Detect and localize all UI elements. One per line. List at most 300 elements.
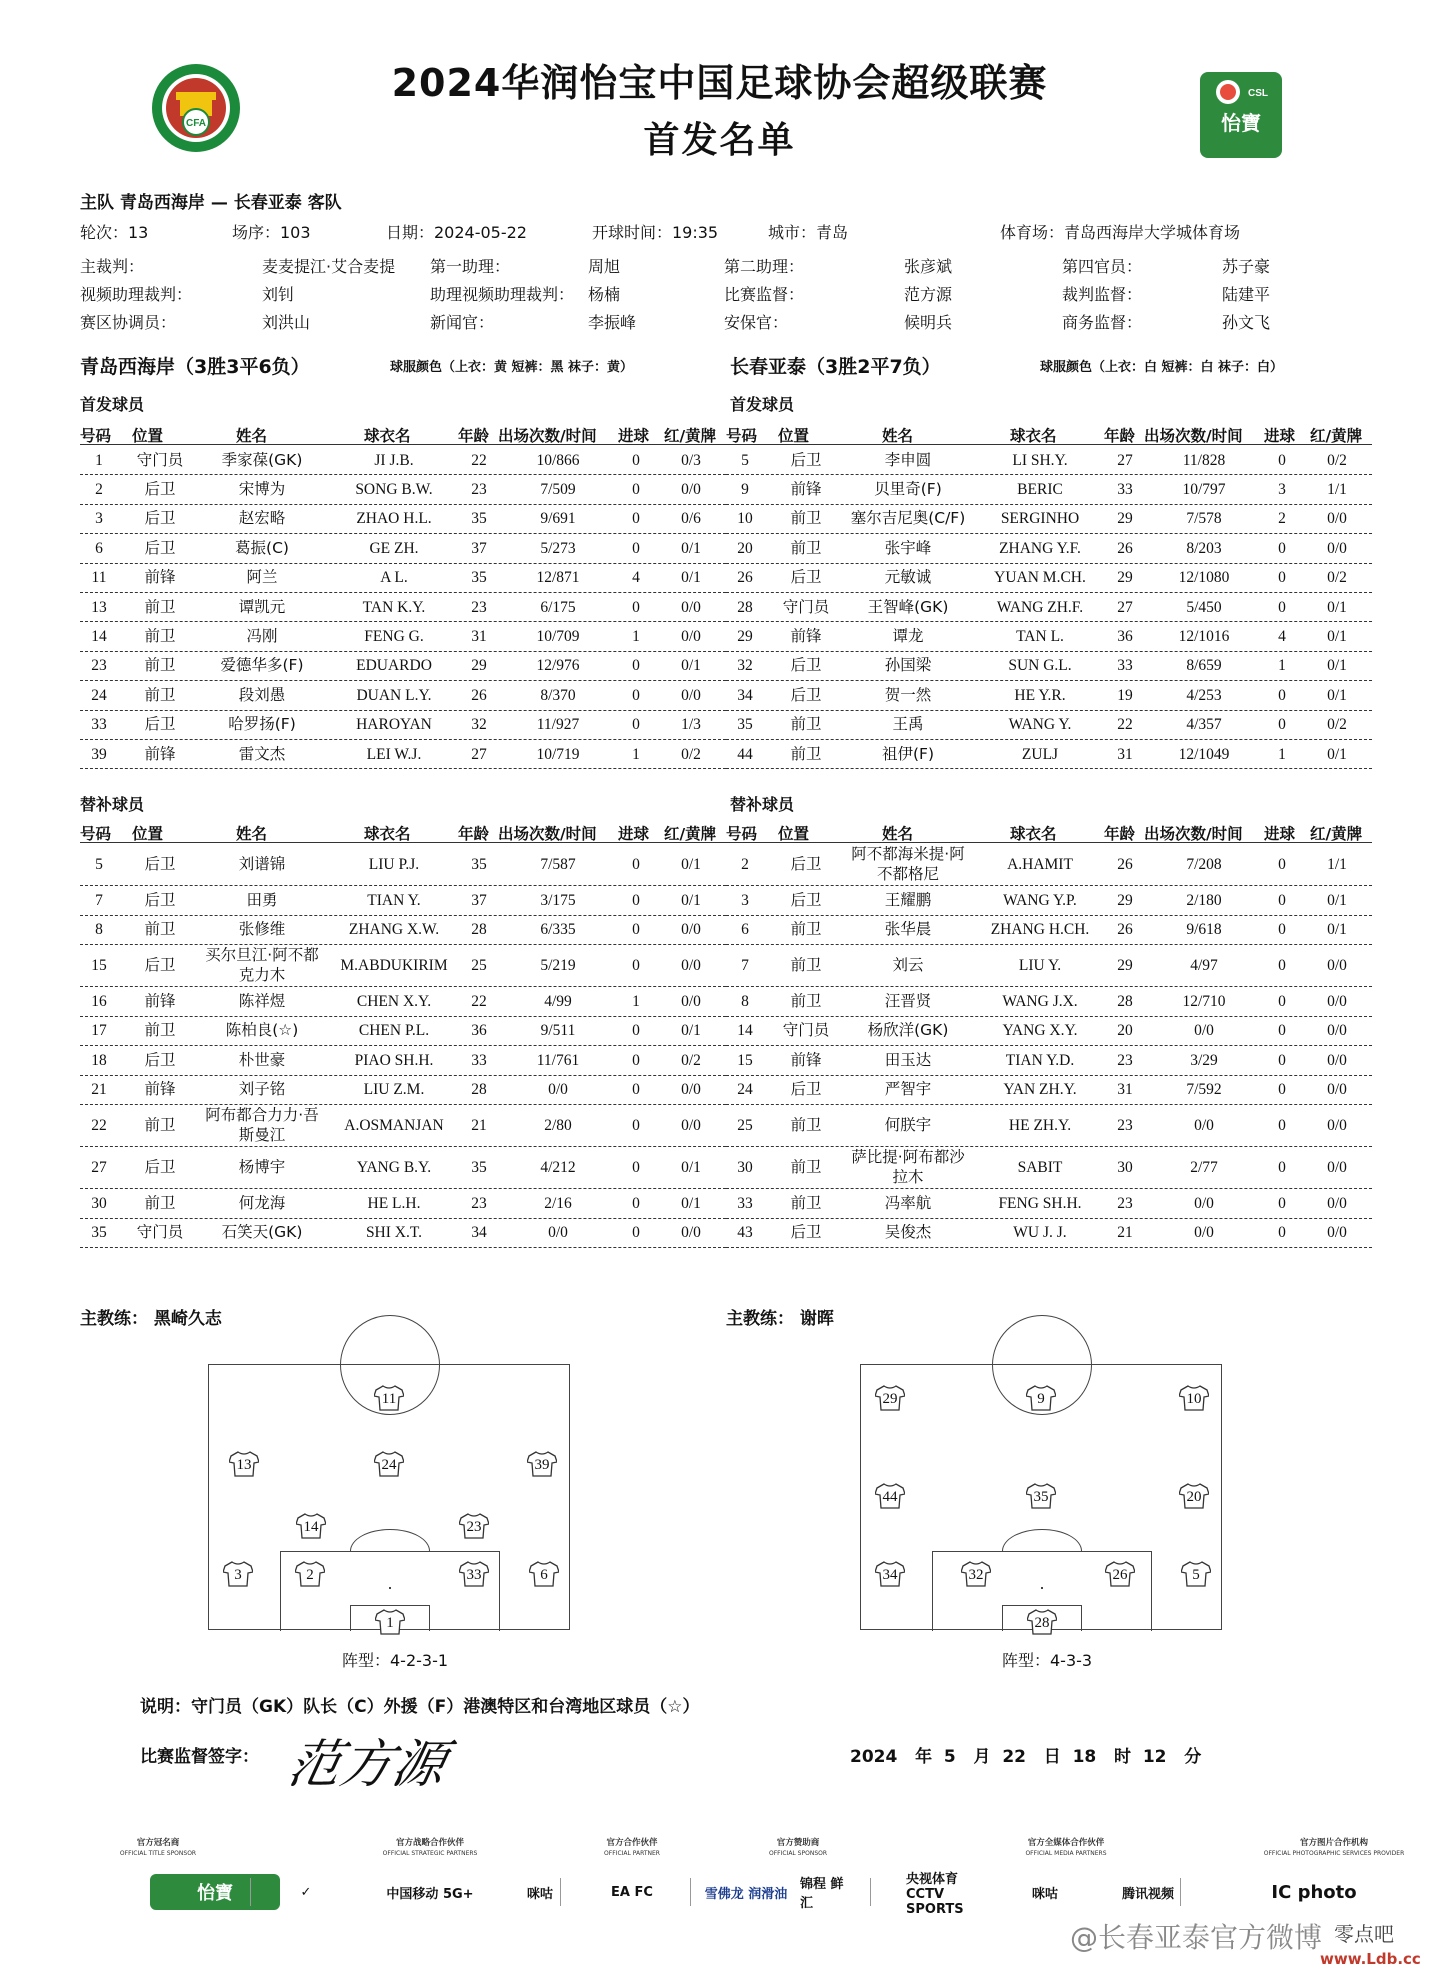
table-cell: 0/0 <box>1327 1022 1347 1040</box>
table-cell: 11 <box>91 569 107 587</box>
table-cell: 0/1 <box>681 855 701 873</box>
table-cell: 31 <box>1117 1081 1133 1099</box>
table-cell: TIAN Y.D. <box>1005 1051 1075 1069</box>
table-cell: 33 <box>737 1194 753 1212</box>
table-cell: 33 <box>1117 657 1133 675</box>
table-cell: ZHANG H.CH. <box>990 921 1090 939</box>
table-cell: 0/0 <box>681 686 701 704</box>
table-cell: 宋博为 <box>238 479 286 498</box>
table-cell: 前卫 <box>790 715 822 734</box>
table-cell: 27 <box>1117 598 1133 616</box>
official-role: 视频助理裁判： <box>80 285 193 304</box>
table-cell: 0 <box>1278 855 1286 873</box>
sponsor-category: 官方合作伙伴 <box>606 1838 658 1848</box>
column-header: 姓名 <box>882 825 914 843</box>
table-cell: 7/578 <box>1186 510 1222 528</box>
table-cell: 32 <box>737 657 753 675</box>
away-team-name: 长春亚泰（3胜2平7负） <box>730 356 941 378</box>
table-cell: 王智峰(GK) <box>867 597 949 616</box>
table-cell: 杨欣洋(GK) <box>867 1021 949 1040</box>
table-cell: 季家葆(GK) <box>221 450 303 469</box>
away-formation-pitch <box>860 1364 1222 1630</box>
away-kit-colors: 球服颜色（上衣：白 短裤：白 袜子：白） <box>1040 360 1284 375</box>
player-shirt-icon <box>459 1561 489 1587</box>
url-watermark: www.Ldb.cc <box>1320 1950 1421 1968</box>
shirt-number: 29 <box>882 1391 898 1407</box>
table-cell: 0 <box>1278 716 1286 734</box>
stadium: 体育场：青岛西海岸大学城体育场 <box>1000 223 1241 242</box>
table-cell: 杨博宇 <box>238 1157 286 1176</box>
table-cell: 刘云 <box>892 955 924 974</box>
table-row <box>80 987 726 1017</box>
table-cell: 25 <box>471 956 487 974</box>
table-cell: 0/0 <box>681 1081 701 1099</box>
table-row <box>80 1076 726 1106</box>
table-cell: A.HAMIT <box>1007 855 1073 873</box>
table-cell: 前锋 <box>144 1080 176 1099</box>
table-cell: 后卫 <box>790 656 822 675</box>
table-row <box>80 711 726 740</box>
official-role: 主裁判： <box>80 257 145 276</box>
column-header: 号码 <box>726 825 758 843</box>
official-role: 赛区协调员： <box>80 313 177 332</box>
official-role: 安保官： <box>724 313 789 332</box>
table-cell: 35 <box>91 1224 107 1242</box>
table-cell: 30 <box>737 1158 753 1176</box>
table-cell: 陈柏良(☆) <box>225 1021 299 1040</box>
table-cell: 1 <box>95 451 103 469</box>
official-role: 助理视频助理裁判： <box>430 285 575 304</box>
official-name: 苏子豪 <box>1222 257 1271 276</box>
official-role: 比赛监督： <box>724 285 805 304</box>
table-cell: YAN ZH.Y. <box>1003 1081 1077 1099</box>
table-cell: 12/710 <box>1182 992 1226 1010</box>
table-cell: 1/1 <box>1327 855 1347 873</box>
shirt-number: 28 <box>1034 1615 1050 1631</box>
table-cell: 12/1080 <box>1178 569 1230 587</box>
cfa-logo-text: CFA <box>186 118 206 129</box>
table-cell: 22 <box>1117 716 1133 734</box>
table-cell: 前卫 <box>790 1193 822 1212</box>
table-cell: 4/357 <box>1186 716 1222 734</box>
shirt-number: 13 <box>236 1457 252 1473</box>
table-cell: 5/450 <box>1186 598 1222 616</box>
column-header: 出场次数/时间 <box>498 427 597 445</box>
table-cell: 0/2 <box>681 745 701 763</box>
table-cell: 0/1 <box>1327 657 1347 675</box>
column-header: 号码 <box>80 825 112 843</box>
table-cell: 7/208 <box>1186 855 1222 873</box>
shirt-number: 33 <box>466 1567 482 1583</box>
table-cell: 20 <box>1117 1022 1133 1040</box>
table-cell: 0/6 <box>681 510 701 528</box>
shirt-number: 39 <box>534 1457 550 1473</box>
table-row <box>80 505 726 534</box>
table-cell: 4/97 <box>1190 956 1218 974</box>
home-formation: 阵型：4-2-3-1 <box>342 1651 449 1670</box>
column-header: 年龄 <box>1104 825 1136 843</box>
table-cell: HAROYAN <box>356 716 432 734</box>
table-cell: LIU P.J. <box>368 855 420 873</box>
table-cell: 0 <box>632 1116 640 1134</box>
table-cell: A L. <box>380 569 408 587</box>
table-cell: 35 <box>471 510 487 528</box>
table-cell: 后卫 <box>144 479 176 498</box>
header-rule <box>726 444 1372 445</box>
table-cell: 田勇 <box>246 890 278 909</box>
table-cell: 4/212 <box>540 1158 576 1176</box>
table-row <box>726 1189 1372 1219</box>
supervisor-signature: 范方源 <box>282 1735 452 1795</box>
shirt-number: 26 <box>1112 1567 1128 1583</box>
table-cell: 31 <box>471 627 487 645</box>
table-cell: 6/335 <box>540 921 576 939</box>
table-cell: 0/0 <box>1327 992 1347 1010</box>
match-number: 场序：103 <box>232 223 311 242</box>
table-cell: LIU Z.M. <box>363 1081 425 1099</box>
table-cell: 25 <box>737 1116 753 1134</box>
home-subs-label: 替补球员 <box>80 795 145 814</box>
table-cell: 4/99 <box>544 992 572 1010</box>
table-cell: YANG X.Y. <box>1002 1022 1078 1040</box>
table-cell: 0/2 <box>1327 451 1347 469</box>
table-row <box>80 534 726 563</box>
table-cell: 吴俊杰 <box>884 1223 932 1242</box>
table-cell: 0 <box>632 657 640 675</box>
table-cell: 冯率航 <box>884 1193 932 1212</box>
official-name: 陆建平 <box>1222 285 1271 304</box>
table-cell: 0 <box>1278 1194 1286 1212</box>
player-shirt-icon <box>1026 1385 1056 1411</box>
table-cell: 前卫 <box>790 538 822 557</box>
table-cell: 23 <box>91 657 107 675</box>
table-cell: 谭凯元 <box>238 597 286 616</box>
table-cell: 0 <box>1278 1081 1286 1099</box>
table-cell: 39 <box>91 745 107 763</box>
shirt-number: 2 <box>306 1567 314 1583</box>
shirt-number: 5 <box>1192 1567 1200 1583</box>
table-cell: 0 <box>632 855 640 873</box>
table-cell: 8/659 <box>1186 657 1222 675</box>
column-header: 红/黄牌 <box>1310 825 1363 843</box>
table-cell: M.ABDUKIRIM <box>340 956 448 974</box>
sponsor-category-en: OFFICIAL TITLE SPONSOR <box>119 1850 197 1857</box>
table-cell: BERIC <box>1017 480 1063 498</box>
table-cell: 7 <box>741 956 749 974</box>
table-row <box>726 593 1372 622</box>
sponsor-logo: 咪咕 <box>1031 1886 1058 1902</box>
table-row <box>80 916 726 946</box>
table-cell: 12/1049 <box>1178 745 1230 763</box>
kickoff-time: 开球时间：19:35 <box>592 223 719 242</box>
table-cell: 18 <box>91 1051 107 1069</box>
table-cell: 43 <box>737 1224 753 1242</box>
table-cell: 0 <box>632 510 640 528</box>
sponsor-logo: 锦程 鲜汇 <box>800 1877 844 1911</box>
table-cell: HE ZH.Y. <box>1008 1116 1072 1134</box>
table-cell: 0 <box>1278 1051 1286 1069</box>
shirt-number: 34 <box>882 1567 898 1583</box>
table-cell: 22 <box>471 451 487 469</box>
table-row <box>80 945 726 987</box>
table-cell: 9/691 <box>540 510 576 528</box>
table-cell: ZULJ <box>1021 745 1059 763</box>
table-row <box>80 1017 726 1047</box>
table-row <box>726 916 1372 946</box>
column-header: 红/黄牌 <box>1310 427 1363 445</box>
table-cell: 0 <box>1278 451 1286 469</box>
table-cell: 张宇峰 <box>884 538 932 557</box>
official-role: 商务监督： <box>1062 313 1143 332</box>
away-subs-label: 替补球员 <box>730 795 795 814</box>
table-cell: 0 <box>1278 891 1286 909</box>
table-cell: 2/16 <box>544 1194 572 1212</box>
table-row <box>80 1189 726 1219</box>
table-cell: 爱德华多(F) <box>220 656 304 675</box>
table-row <box>80 740 726 769</box>
table-cell: 21 <box>471 1116 487 1134</box>
column-header: 进球 <box>618 427 650 445</box>
table-cell: WANG ZH.F. <box>996 598 1084 616</box>
table-cell: 0/2 <box>1327 716 1347 734</box>
table-cell: 33 <box>471 1051 487 1069</box>
shirt-number: 11 <box>381 1391 397 1407</box>
round: 轮次：13 <box>80 223 149 242</box>
table-cell: 段刘愚 <box>238 685 286 704</box>
table-row <box>726 681 1372 710</box>
player-shirt-icon <box>374 1385 404 1411</box>
official-name: 麦麦提江·艾合麦提 <box>262 257 396 276</box>
shirt-number: 44 <box>882 1489 898 1505</box>
shirt-number: 24 <box>381 1457 397 1473</box>
table-cell: 22 <box>471 992 487 1010</box>
table-row <box>726 446 1372 475</box>
table-cell: 13 <box>91 598 107 616</box>
table-cell: 0/2 <box>1327 569 1347 587</box>
table-cell: 严智宇 <box>884 1080 932 1099</box>
sponsor-category: 官方图片合作机构 <box>1299 1838 1368 1848</box>
sponsor-category-en: OFFICIAL PHOTOGRAPHIC SERVICES PROVIDER <box>1263 1850 1405 1857</box>
table-cell: 23 <box>471 598 487 616</box>
sponsor-category: 官方全媒体合作伙伴 <box>1027 1838 1105 1848</box>
sponsor-logo: 中国移动 5G+ <box>386 1886 474 1902</box>
sponsor-category-en: OFFICIAL PARTNER <box>604 1850 660 1857</box>
home-coach: 主教练： 黑崎久志 <box>80 1309 222 1329</box>
document-title: 2024华润怡宝中国足球协会超级联赛 <box>391 61 1048 105</box>
table-cell: 16 <box>91 992 107 1010</box>
table-cell: 0/1 <box>681 657 701 675</box>
penalty-spot <box>389 1587 391 1589</box>
table-cell: 3 <box>95 510 103 528</box>
sponsor-category-en: OFFICIAL SPONSOR <box>768 1850 828 1857</box>
table-cell: 0/0 <box>1327 1116 1347 1134</box>
table-cell: 28 <box>737 598 753 616</box>
table-cell: 1 <box>1278 745 1286 763</box>
table-cell: 3 <box>1278 480 1286 498</box>
player-shirt-icon <box>296 1513 326 1539</box>
table-cell: 后卫 <box>790 1223 822 1242</box>
table-cell: 朴世豪 <box>238 1050 286 1069</box>
table-cell: 7/592 <box>1186 1081 1222 1099</box>
table-cell: 前卫 <box>790 920 822 939</box>
table-cell: 汪晋贤 <box>884 991 932 1010</box>
table-cell: 29 <box>1117 510 1133 528</box>
table-cell: 1 <box>632 627 640 645</box>
table-cell: 22 <box>91 1116 107 1134</box>
player-shirt-icon <box>1105 1561 1135 1587</box>
column-header: 出场次数/时间 <box>1144 825 1243 843</box>
table-cell: 35 <box>471 569 487 587</box>
column-header: 球衣名 <box>1010 825 1057 843</box>
table-cell: 3 <box>741 891 749 909</box>
table-cell: 5/273 <box>540 539 576 557</box>
table-cell: GE ZH. <box>369 539 419 557</box>
sponsor-logo: 雪佛龙 润滑油 <box>704 1886 788 1902</box>
table-cell: 29 <box>1117 956 1133 974</box>
city: 城市：青岛 <box>768 223 849 242</box>
sponsor-logo: ✓ <box>300 1884 312 1900</box>
table-cell: 8/370 <box>540 686 576 704</box>
table-cell: 35 <box>471 1158 487 1176</box>
shirt-number: 32 <box>968 1567 984 1583</box>
table-cell: 0 <box>1278 1022 1286 1040</box>
table-row <box>726 740 1372 769</box>
table-cell: 9/618 <box>1186 921 1222 939</box>
table-cell: 4 <box>632 569 640 587</box>
player-shirt-icon <box>459 1513 489 1539</box>
table-cell: 3/29 <box>1190 1051 1218 1069</box>
table-cell: 0 <box>632 686 640 704</box>
table-cell: SHI X.T. <box>365 1224 423 1242</box>
column-header: 号码 <box>726 427 758 445</box>
table-cell: 0/0 <box>1194 1022 1214 1040</box>
table-row <box>80 886 726 916</box>
home-starters-label: 首发球员 <box>80 395 145 414</box>
shirt-number: 9 <box>1037 1391 1045 1407</box>
table-row <box>726 1219 1372 1249</box>
table-cell: SUN G.L. <box>1008 657 1072 675</box>
table-cell: 祖伊(F) <box>881 744 934 763</box>
table-cell: 27 <box>471 745 487 763</box>
table-cell: 0 <box>632 891 640 909</box>
table-cell: 2 <box>741 855 749 873</box>
table-row <box>726 652 1372 681</box>
table-cell: 23 <box>1117 1051 1133 1069</box>
table-cell: 谭龙 <box>892 626 924 645</box>
table-cell: 6 <box>95 539 103 557</box>
player-shirt-icon <box>374 1451 404 1477</box>
table-cell: 24 <box>737 1081 753 1099</box>
table-cell: WANG Y. <box>1008 716 1072 734</box>
table-cell: 前锋 <box>144 744 176 763</box>
shirt-number: 20 <box>1186 1489 1202 1505</box>
table-row <box>80 564 726 593</box>
table-cell: 田玉达 <box>884 1050 932 1069</box>
table-cell: SERGINHO <box>1000 510 1080 528</box>
table-cell: 守门员 <box>136 1223 184 1242</box>
table-cell: 前锋 <box>790 1050 822 1069</box>
player-shirt-icon <box>527 1451 557 1477</box>
home-team-name: 青岛西海岸（3胜3平6负） <box>80 356 310 378</box>
table-cell: 后卫 <box>144 1050 176 1069</box>
table-cell: 28 <box>1117 992 1133 1010</box>
table-cell: 冯刚 <box>246 626 278 645</box>
column-header: 位置 <box>778 825 810 843</box>
table-cell: 0/1 <box>1327 745 1347 763</box>
table-cell: 后卫 <box>790 890 822 909</box>
table-cell: 阿兰 <box>246 568 278 587</box>
home-formation-pitch <box>208 1364 570 1630</box>
table-cell: 0/1 <box>1327 891 1347 909</box>
table-cell: EDUARDO <box>356 657 432 675</box>
shirt-number: 35 <box>1033 1489 1049 1505</box>
table-cell: 6 <box>741 921 749 939</box>
table-row <box>80 622 726 651</box>
official-role: 第二助理： <box>724 257 805 276</box>
official-name: 范方源 <box>904 285 953 304</box>
column-header: 出场次数/时间 <box>1144 427 1243 445</box>
table-cell: 0 <box>1278 686 1286 704</box>
legend-note: 说明：守门员（GK）队长（C）外援（F）港澳特区和台湾地区球员（☆） <box>140 1697 700 1717</box>
table-cell: LIU Y. <box>1018 956 1062 974</box>
table-cell: 前卫 <box>144 1193 176 1212</box>
sponsor-category: 官方冠名商 <box>136 1838 180 1848</box>
player-shirt-icon <box>223 1561 253 1587</box>
table-cell: 王禹 <box>892 715 924 734</box>
table-cell: 后卫 <box>144 955 176 974</box>
table-cell: 守门员 <box>782 1021 830 1040</box>
table-row <box>80 681 726 710</box>
table-cell: 前卫 <box>790 1115 822 1134</box>
table-cell: 葛振(C) <box>235 538 289 557</box>
table-cell: 0 <box>632 451 640 469</box>
table-cell: 贺一然 <box>884 685 932 704</box>
table-cell: 34 <box>737 686 753 704</box>
sponsor-category: 官方赞助商 <box>776 1838 820 1848</box>
table-row <box>726 475 1372 504</box>
table-cell: 0/0 <box>681 598 701 616</box>
site-watermark: 零点吧 <box>1334 1922 1394 1946</box>
column-header: 年龄 <box>1104 427 1136 445</box>
table-row <box>726 1046 1372 1076</box>
table-cell: TAN L. <box>1016 627 1064 645</box>
table-row <box>80 593 726 622</box>
table-cell: 10/719 <box>536 745 580 763</box>
table-cell: 0 <box>1278 992 1286 1010</box>
column-header: 姓名 <box>236 427 268 445</box>
table-cell: HE L.H. <box>367 1194 421 1212</box>
table-cell: 14 <box>91 627 107 645</box>
table-cell: 3/175 <box>540 891 576 909</box>
table-cell: 张华晨 <box>884 920 932 939</box>
table-cell: SONG B.W. <box>355 480 433 498</box>
column-header: 进球 <box>618 825 650 843</box>
column-header: 位置 <box>132 825 164 843</box>
table-row <box>726 564 1372 593</box>
table-cell: 0 <box>1278 598 1286 616</box>
table-cell: SABIT <box>1017 1158 1063 1176</box>
table-cell: 19 <box>1117 686 1133 704</box>
official-name: 张彦斌 <box>904 257 953 276</box>
table-cell: 0 <box>632 921 640 939</box>
table-cell: 8 <box>741 992 749 1010</box>
table-row <box>726 1105 1372 1147</box>
shirt-number: 23 <box>466 1519 482 1535</box>
table-cell: TIAN Y. <box>367 891 421 909</box>
table-cell: 36 <box>471 1022 487 1040</box>
table-cell: 4/253 <box>1186 686 1222 704</box>
table-cell: 2/77 <box>1190 1158 1218 1176</box>
